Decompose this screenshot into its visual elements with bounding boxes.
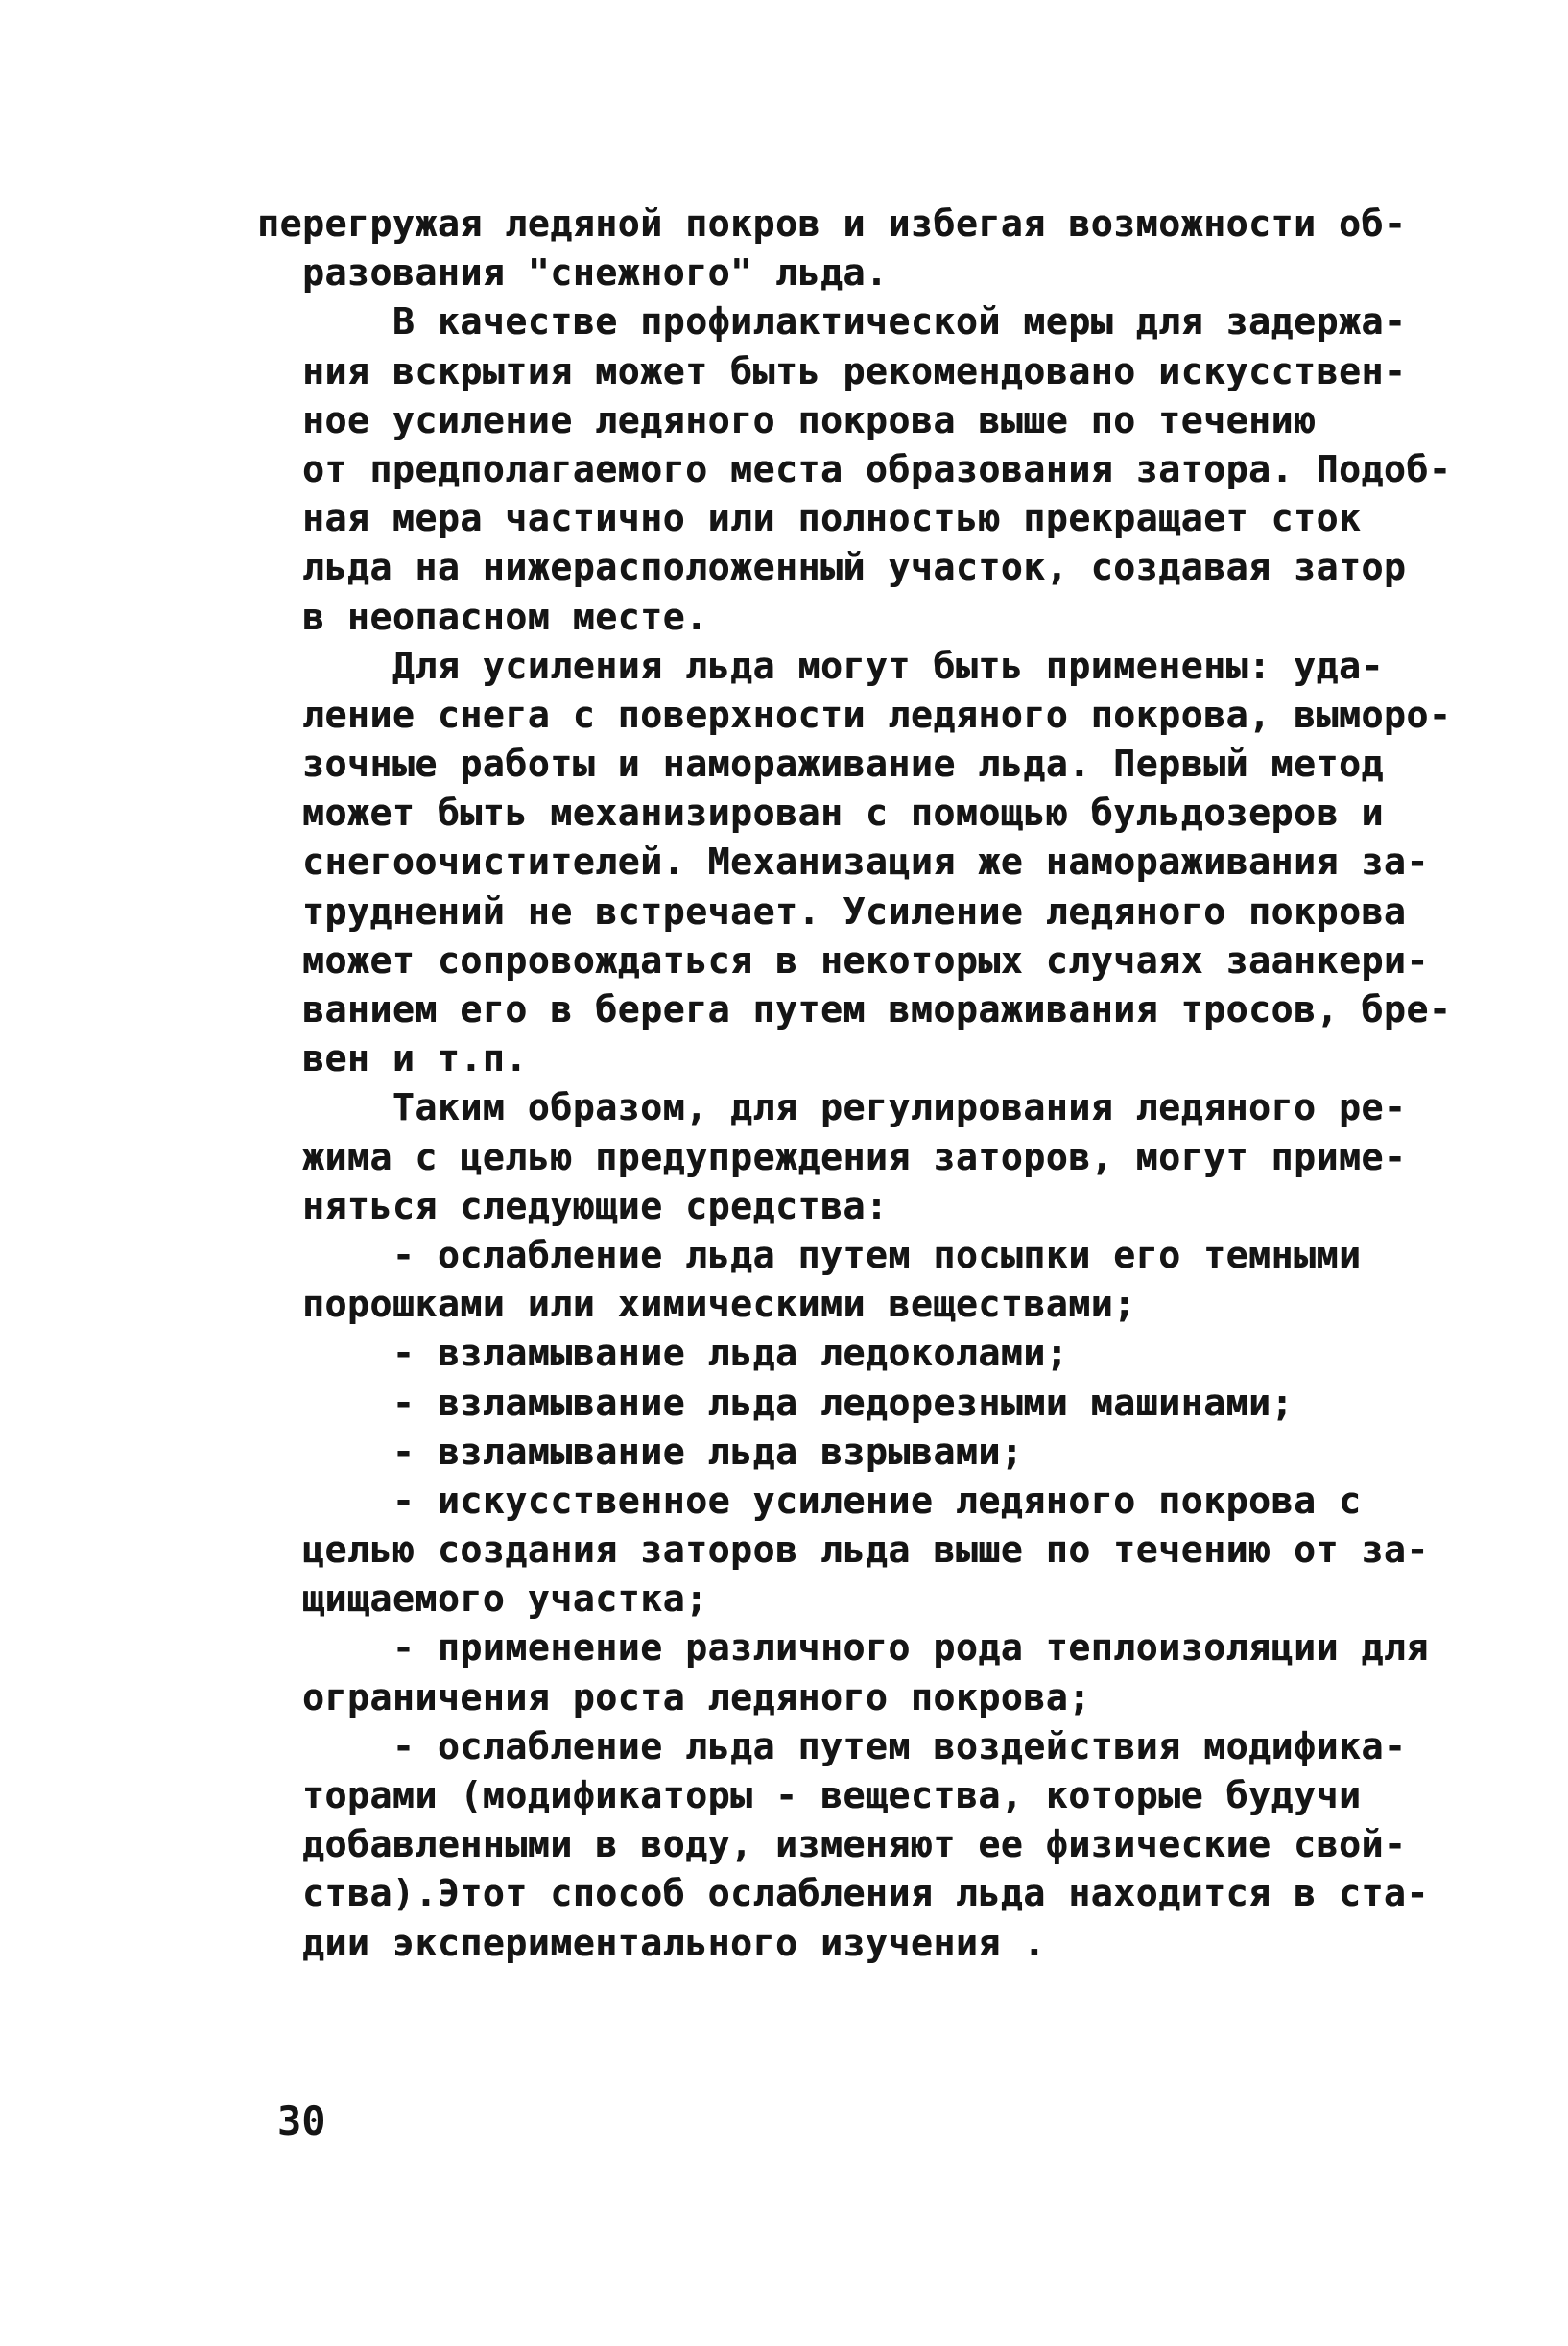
text-line: разования "снежного" льда.: [257, 251, 889, 295]
text-line: ограничения роста ледяного покрова;: [257, 1675, 1091, 1718]
text-line: дии экспериментального изучения .: [257, 1921, 1046, 1964]
text-line: целью создания заторов льда выше по течению от за-: [257, 1528, 1429, 1572]
text-line: вен и т.п.: [257, 1037, 528, 1080]
body-text: [257, 200, 1476, 1968]
text-line: ное усиление ледяного покрова выше по течению: [257, 398, 1317, 441]
text-line: щищаемого участка;: [257, 1577, 708, 1621]
text-line: - ослабление льда путем воздействия модифика-: [257, 1724, 1407, 1767]
text-line: В качестве профилактической меры для задержа-: [257, 300, 1407, 344]
text-line: Таким образом, для регулирования ледяного ре-: [257, 1086, 1407, 1129]
text-line: - применение различного рода теплоизоляции для: [257, 1626, 1429, 1670]
text-line: порошками или химическими веществами;: [257, 1283, 1136, 1326]
text-line: торами (модификаторы - вещества, которые будучи: [257, 1774, 1362, 1816]
text-line: льда на нижерасположенный участок, создавая затор: [257, 546, 1407, 589]
text-line: от предполагаемого места образования затора. Подоб-: [257, 447, 1452, 490]
text-line: Для усиления льда могут быть применены: уда-: [257, 644, 1384, 687]
text-line: - взламывание льда ледорезными машинами;: [257, 1381, 1294, 1424]
text-line: труднений не встречает. Усиление ледяного покрова: [257, 889, 1407, 933]
text-line: добавленными в воду, изменяют ее физические свой-: [257, 1823, 1407, 1866]
text-line: ление снега с поверхности ледяного покрова, выморо-: [257, 693, 1452, 736]
text-line: ванием его в берега путем вмораживания тросов, бре-: [257, 988, 1452, 1031]
text-line: может быть механизирован с помощью бульдозеров и: [257, 792, 1384, 835]
page-number: 30: [277, 2097, 326, 2145]
text-line: зочные работы и намораживание льда. Первый метод: [257, 743, 1384, 786]
text-line: в неопасном месте.: [257, 595, 708, 638]
text-line: - искусственное усиление ледяного покрова с: [257, 1479, 1362, 1522]
text-line: - взламывание льда взрывами;: [257, 1430, 1024, 1473]
text-line: может сопровождаться в некоторых случаях заанкери-: [257, 938, 1429, 982]
text-line: ная мера частично или полностью прекращает сток: [257, 497, 1362, 540]
text-line: - ослабление льда путем посыпки его темными: [257, 1233, 1362, 1276]
text-line: ния вскрытия может быть рекомендовано искусствен-: [257, 349, 1407, 392]
text-line: ства).Этот способ ослабления льда находится в ста-: [257, 1872, 1429, 1915]
text-line: перегружая ледяной покров и избегая возможности об-: [257, 202, 1407, 245]
text-line: жима с целью предупреждения заторов, могут приме-: [257, 1135, 1407, 1178]
text-line: снегоочистителей. Механизация же намораживания за-: [257, 841, 1429, 884]
text-line: - взламывание льда ледоколами;: [257, 1332, 1069, 1375]
text-line: няться следующие средства:: [257, 1184, 889, 1227]
